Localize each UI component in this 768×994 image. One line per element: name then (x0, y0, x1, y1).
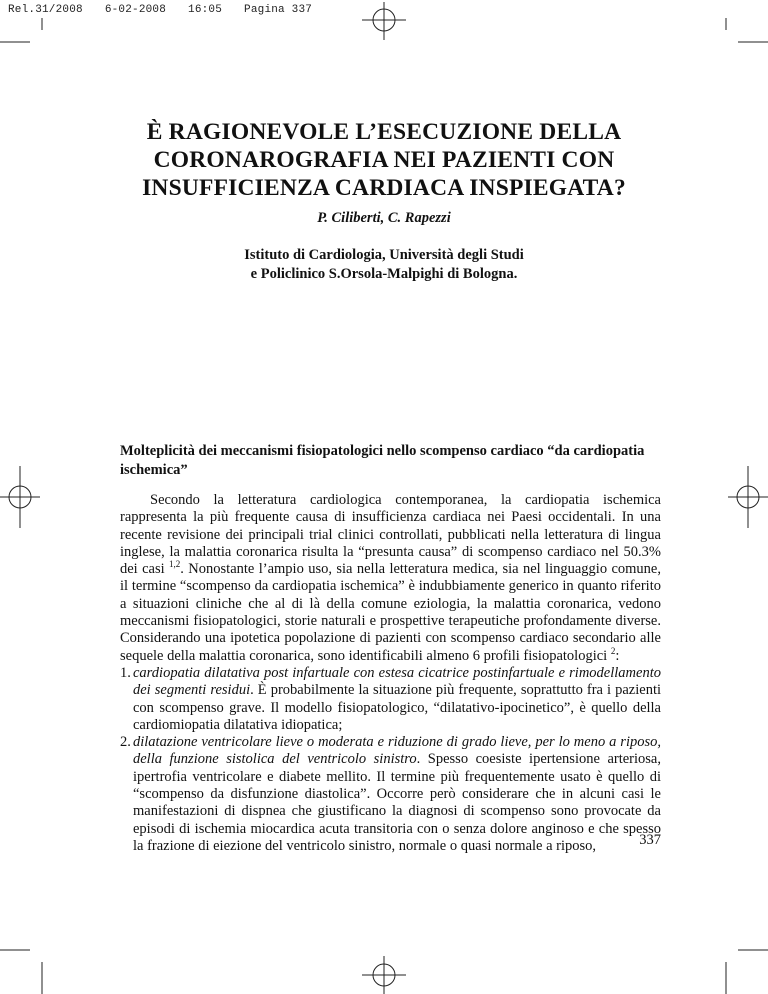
paragraph-text: : (615, 647, 620, 664)
slug-file: Rel.31/2008 (8, 4, 83, 16)
article-title (100, 118, 668, 202)
page-number: 337 (639, 832, 661, 848)
affiliation (100, 246, 668, 284)
slug-date: 6-02-2008 (104, 4, 167, 16)
reference: 1,2 (169, 559, 181, 570)
authors: P. Ciliberti, C. Rapezzi (317, 210, 451, 226)
body-text (120, 492, 661, 855)
title-line: INSUFFICIENZA CARDIACA INSPIEGATA? (142, 175, 626, 201)
paragraph-text: . Nonostante l’ampio uso, sia nella letteratura medica, sia nel linguaggio comune, il termine “scompenso da cardiopatia ischemica” è indubbiamente generico in quanto riferito a situazioni cliniche che al di là della comune eziologia, la malattia coronarica, vedono meccanismi fisiopatologici, storie naturali e prospettive terapeutiche profondamente diverse. Considerando una ipotetica popolazione di pazienti con scompenso cardiaco secondario alle sequele della malattia coronarica, sono identificabili almeno 6 profili fisiopatologici (120, 561, 661, 664)
slug-time: 16:05 (188, 4, 223, 16)
list-item-text: . Spesso coesiste ipertensione arteriosa, ipertrofia ventricolare e diabete mellito. Il termine più frequentemente usato è quello di “scompenso da disfunzione diastolica”. Occorre però considerare che in alcuni casi le manifestazioni di dispnea che giustificano la diagnosi di scompenso sono provocate da episodi di ischemia miocardica acuta transitoria con o senza dolore anginoso e che spesso la frazione di eiezione del ventricolo sinistro, normale o quasi normale a riposo, (133, 751, 661, 854)
title-line: È RAGIONEVOLE L’ESECUZIONE DELLA (146, 119, 622, 145)
list-item-text: . È probabilmente la situazione più frequente, soprattutto fra i pazienti con scompenso grave. Il modello fisiopatologico, “dilatativo-ipocinetico”, è quello della cardiomiopatia dilatativa idiopatica; (133, 682, 662, 733)
section-heading: Molteplicità dei meccanismi fisiopatologici nello scompenso cardiaco “da cardiopatia ischemica” (120, 443, 645, 478)
affiliation-line: e Policlinico S.Orsola-Malpighi di Bologna. (250, 266, 518, 282)
intro-paragraph (120, 492, 661, 665)
list-number: 2. (120, 734, 131, 751)
title-line: CORONAROGRAFIA NEI PAZIENTI CON (153, 147, 615, 173)
print-slug (8, 4, 334, 16)
slug-page: Pagina 337 (244, 4, 313, 16)
list-item-emphasis: cardiopatia dilatativa post infartuale con estesa cicatrice postinfartuale e rimodellamento dei segmenti residui (133, 664, 661, 699)
affiliation-line: Istituto di Cardiologia, Università degli Studi (244, 247, 524, 263)
list-item (120, 665, 661, 734)
paragraph-text: Secondo la letteratura cardiologica contemporanea, la cardiopatia ischemica rappresenta la più frequente causa di insufficienza cardiaca nei Paesi occidentali. In una recente revisione dei principali trial clinici controllati, pubblicati nella letteratura di lingua inglese, la malattia coronarica risulta la “presunta causa” di scompenso cardiaco nel 50.3% dei casi (120, 492, 661, 578)
list-item (120, 734, 661, 855)
list-item-emphasis: dilatazione ventricolare lieve o moderata e riduzione di grado lieve, per lo meno a riposo, della funzione sistolica del ventricolo sinistro (133, 734, 661, 768)
list-number: 1. (120, 664, 131, 681)
reference: 2 (610, 645, 616, 656)
